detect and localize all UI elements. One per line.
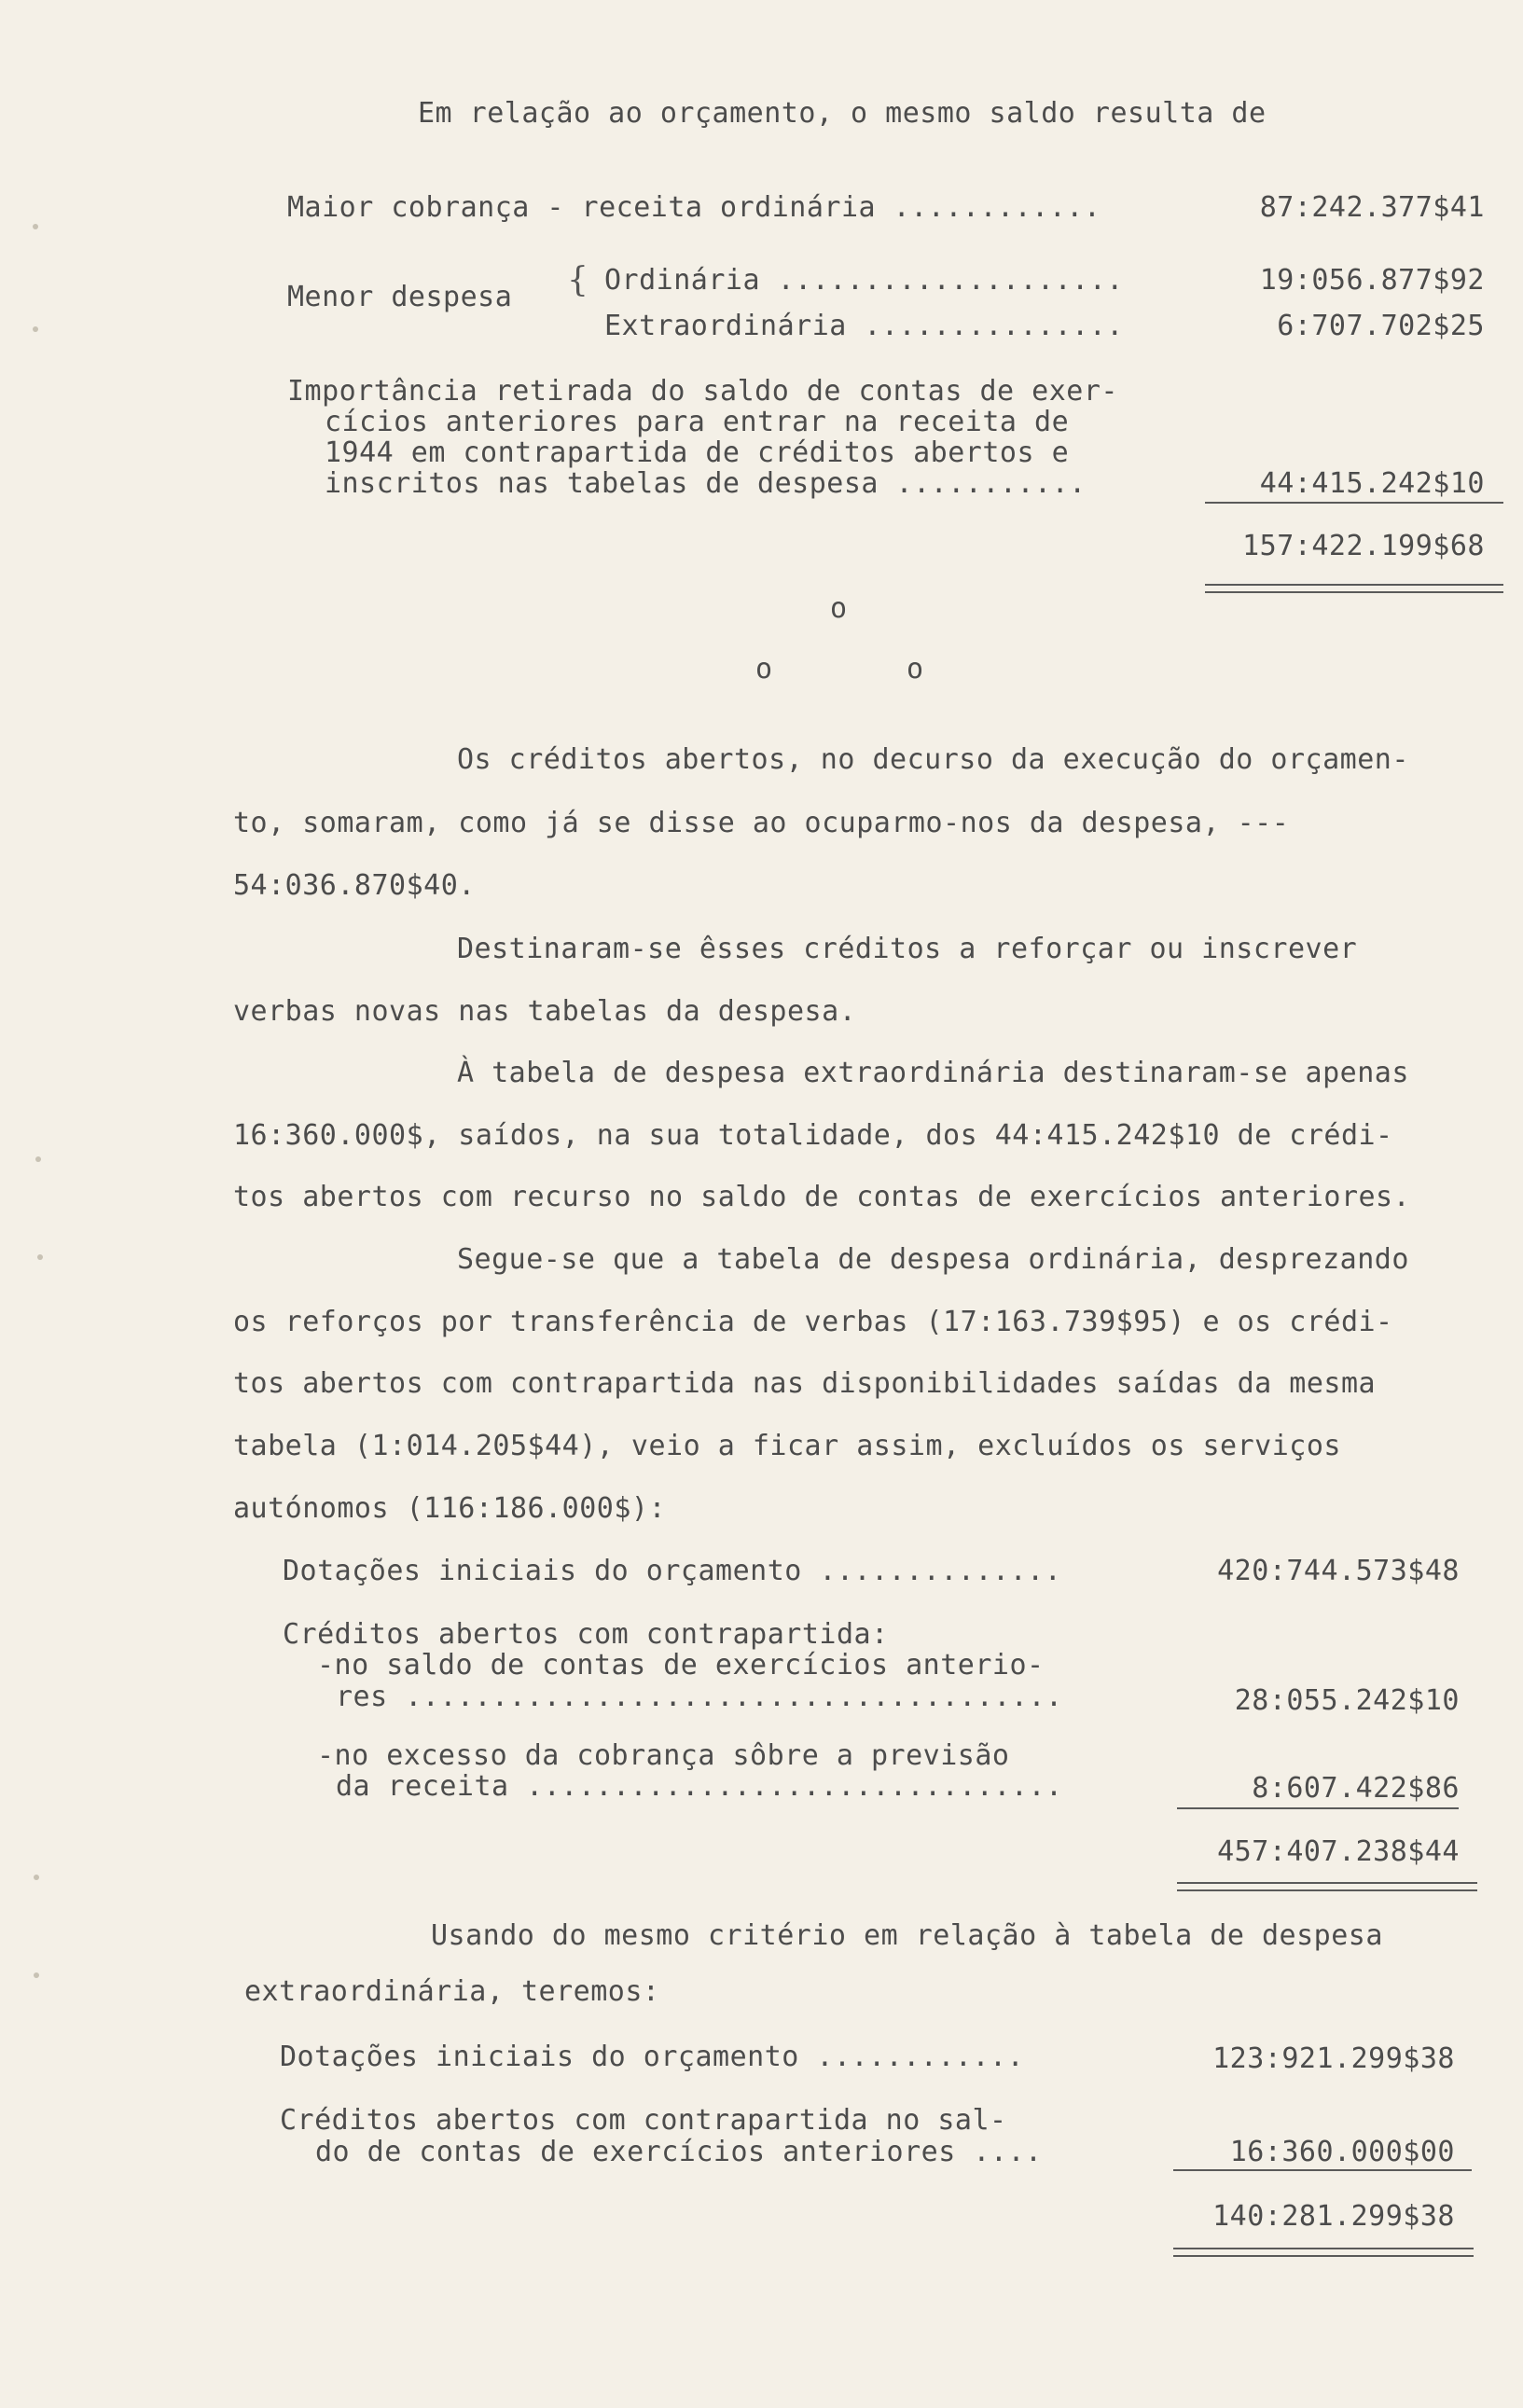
extraordinaria-total: 140:281.299$38 xyxy=(1212,2200,1455,2233)
excesso-line: -no excesso da cobrança sôbre a previsão xyxy=(317,1739,1010,1772)
menor-despesa-label: Menor despesa xyxy=(287,281,513,313)
paragraph-line: extraordinária, teremos: xyxy=(244,1975,660,2008)
importancia-line: Importância retirada do saldo de contas de exer- xyxy=(287,375,1118,408)
total-double-underline xyxy=(1173,2248,1474,2257)
sum-underline xyxy=(1173,2169,1472,2171)
saldo-line: res ...................................... xyxy=(336,1681,1063,1713)
excesso-line: da receita ............................... xyxy=(336,1770,1063,1803)
paragraph-line: Destinaram-se êsses créditos a reforçar ou inscrever xyxy=(457,933,1358,965)
separator-mark: o xyxy=(907,653,924,685)
paragraph-line: tos abertos com recurso no saldo de contas de exercícios anteriores. xyxy=(233,1181,1411,1213)
ordinaria-total: 457:407.238$44 xyxy=(1217,1835,1460,1868)
extraordinaria-amount: 6:707.702$25 xyxy=(1277,310,1485,342)
sum-underline xyxy=(1205,502,1503,504)
dotacoes-label: Dotações iniciais do orçamento .............. xyxy=(283,1555,1062,1587)
saldo-line: -no saldo de contas de exercícios anterio- xyxy=(317,1649,1045,1681)
dotacoes-amount: 420:744.573$48 xyxy=(1217,1555,1460,1587)
creditos-line: do de contas de exercícios anteriores .... xyxy=(315,2136,1043,2168)
paragraph-line: Usando do mesmo critério em relação à tabela de despesa xyxy=(431,1919,1383,1952)
paragraph-line: Segue-se que a tabela de despesa ordinária, desprezando xyxy=(457,1243,1409,1276)
paragraph-line: to, somaram, como já se disse ao ocuparmo-nos da despesa, --- xyxy=(233,807,1290,839)
paragraph-line: 54:036.870$40. xyxy=(233,869,476,902)
paragraph-line: tos abertos com contrapartida nas disponibilidades saídas da mesma xyxy=(233,1367,1377,1400)
creditos-heading: Créditos abertos com contrapartida: xyxy=(283,1618,889,1651)
paragraph-line: autónomos (116:186.000$): xyxy=(233,1492,667,1525)
maior-cobranca-label: Maior cobrança - receita ordinária ............ xyxy=(287,191,1101,224)
importancia-line: cícios anteriores para entrar na receita de xyxy=(325,406,1070,438)
saldo-amount: 28:055.242$10 xyxy=(1234,1684,1460,1717)
paper-speck xyxy=(37,1254,43,1260)
paper-speck xyxy=(33,224,38,229)
dotacoes-label: Dotações iniciais do orçamento ............ xyxy=(280,2041,1025,2073)
paragraph-line: os reforços por transferência de verbas (17:163.739$95) e os crédi- xyxy=(233,1306,1393,1338)
sum-underline xyxy=(1177,1807,1459,1809)
creditos-amount: 16:360.000$00 xyxy=(1229,2136,1455,2168)
total-double-underline xyxy=(1205,584,1503,593)
paragraph-line: 16:360.000$, saídos, na sua totalidade, dos 44:415.242$10 de crédi- xyxy=(233,1119,1393,1152)
paper-speck xyxy=(35,1156,41,1162)
total-double-underline xyxy=(1177,1882,1477,1891)
maior-cobranca-amount: 87:242.377$41 xyxy=(1259,191,1485,224)
summary-total: 157:422.199$68 xyxy=(1242,530,1485,562)
section-heading: Em relação ao orçamento, o mesmo saldo resulta de xyxy=(418,97,1267,130)
importancia-amount: 44:415.242$10 xyxy=(1259,467,1485,500)
separator-mark: o xyxy=(755,653,773,685)
ordinaria-amount: 19:056.877$92 xyxy=(1259,264,1485,297)
paper-speck xyxy=(33,326,38,332)
excesso-amount: 8:607.422$86 xyxy=(1252,1772,1460,1805)
importancia-line: 1944 em contrapartida de créditos abertos e xyxy=(325,436,1070,469)
ordinaria-label: Ordinária .................... xyxy=(604,264,1124,297)
paragraph-line: verbas novas nas tabelas da despesa. xyxy=(233,995,857,1028)
extraordinaria-label: Extraordinária ............... xyxy=(604,310,1124,342)
paragraph-line: tabela (1:014.205$44), veio a ficar assim, excluídos os serviços xyxy=(233,1430,1341,1462)
paper-speck xyxy=(34,1875,39,1880)
dotacoes-amount: 123:921.299$38 xyxy=(1212,2042,1455,2075)
importancia-line: inscritos nas tabelas de despesa ........... xyxy=(325,467,1087,500)
creditos-line: Créditos abertos com contrapartida no sal- xyxy=(280,2104,1007,2137)
paper-speck xyxy=(34,1972,39,1978)
brace-icon: { xyxy=(567,261,588,299)
paragraph-line: Os créditos abertos, no decurso da execução do orçamen- xyxy=(457,743,1409,776)
paragraph-line: À tabela de despesa extraordinária destinaram-se apenas xyxy=(457,1057,1409,1089)
separator-mark: o xyxy=(830,592,848,625)
